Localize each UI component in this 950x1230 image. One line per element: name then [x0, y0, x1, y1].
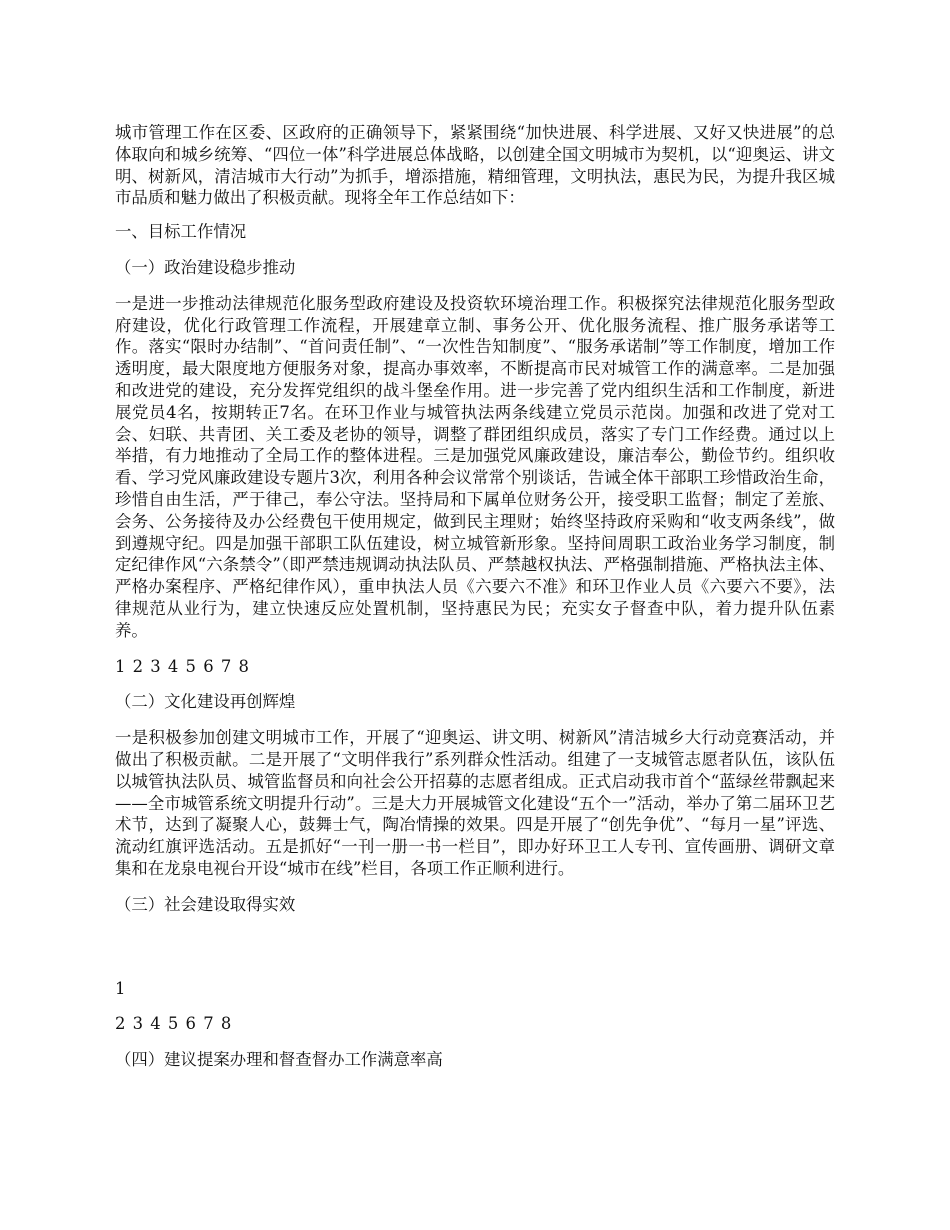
subsection-heading-proposals: （四）建议提案办理和督查督办工作满意率高 [115, 1050, 443, 1070]
subsection-heading-culture: （二）文化建设再创辉煌 [115, 692, 296, 712]
culture-paragraph: 一是积极参加创建文明城市工作，开展了“迎奥运、讲文明、树新风”清洁城乡大行动竞赛活动，并做出了积极贡献。二是开展了“文明伴我行”系列群众性活动。组建了一支城管志愿者队伍，该队伍以城管执法队员、城管监督员和向社会公开招募的志愿者组成。正式启动我市首个“蓝绿丝带飘起来——全市城管系统文明提升行动”。三是大力开展城管文化建设“五个一”活动，举办了第二届环卫艺术节，达到了凝聚人心，鼓舞士气，陶冶情操的效果。四是开展了“创先争优”、“每月一星”评选、流动红旗评选活动。五是抓好“一刊一册一书一栏目”，即办好环卫工人专刊、宣传画册、调研文章集和在龙泉电视台开设“城市在线”栏目，各项工作正顺利进行。 [115, 728, 835, 878]
subsection-heading-society: （三）社会建设取得实效 [115, 894, 296, 914]
document-page [115, 122, 835, 1071]
page-numbers-row: 1 2 3 4 5 6 7 8 [115, 656, 250, 676]
intro-paragraph: 城市管理工作在区委、区政府的正确领导下，紧紧围绕“加快进展、科学进展、又好又快进展”的总体取向和城乡统筹、“四位一体”科学进展总体战略，以创建全国文明城市为契机，以“迎奥运、讲文明、树新风，清洁城市大行动”为抓手，增添措施，精细管理，文明执法，惠民为民，为提升我区城市品质和魅力做出了积极贡献。现将全年工作总结如下： [115, 123, 835, 208]
section-heading-targets: 一、目标工作情况 [115, 222, 247, 242]
page-number-single: 1 [115, 978, 127, 998]
political-paragraph: 一是进一步推动法律规范化服务型政府建设及投资软环境治理工作。积极探究法律规范化服务型政府建设，优化行政管理工作流程，开展建章立制、事务公开、优化服务流程、推广服务承诺等工作。落实“限时办结制”、“首问责任制”、“一次性告知制度”、“服务承诺制”等工作制度，增加工作透明度，最大限度地方便服务对象，提高办事效率，不断提高市民对城管工作的满意率。二是加强和改进党的建设，充分发挥党组织的战斗堡垒作用。进一步完善了党内组织生活和工作制度，新进展党员4名，按期转正7名。在环卫作业与城管执法两条线建立党员示范岗。加强和改进了党对工会、妇联、共青团、关工委及老协的领导，调整了群团组织成员，落实了专门工作经费。通过以上举措，有力地推动了全局工作的整体进程。三是加强党风廉政建设，廉洁奉公，勤俭节约。组织收看、学习党风廉政建设专题片3次，利用各种会议常常个别谈话，告诫全体干部职工珍惜政治生命，珍惜自由生活，严于律己，奉公守法。坚持局和下属单位财务公开，接受职工监督；制定了差旅、会务、公务接待及办公经费包干使用规定，做到民主理财；始终坚持政府采购和“收支两条线”，做到遵规守纪。四是加强干部职工队伍建设，树立城管新形象。坚持间周职工政治业务学习制度，制定纪律作风“六条禁令”（即严禁违规调动执法队员、严禁越权执法、严格强制措施、严格执法主体、严格办案程序、严格纪律作风），重申执法人员《六要六不准》和环卫作业人员《六要六不要》，法律规范从业行为，建立快速反应处置机制，坚持惠民为民；充实女子督查中队，着力提升队伍素养。 [115, 293, 835, 640]
page-numbers-row: 2 3 4 5 6 7 8 [115, 1014, 233, 1034]
subsection-heading-political: （一）政治建设稳步推动 [115, 257, 296, 277]
